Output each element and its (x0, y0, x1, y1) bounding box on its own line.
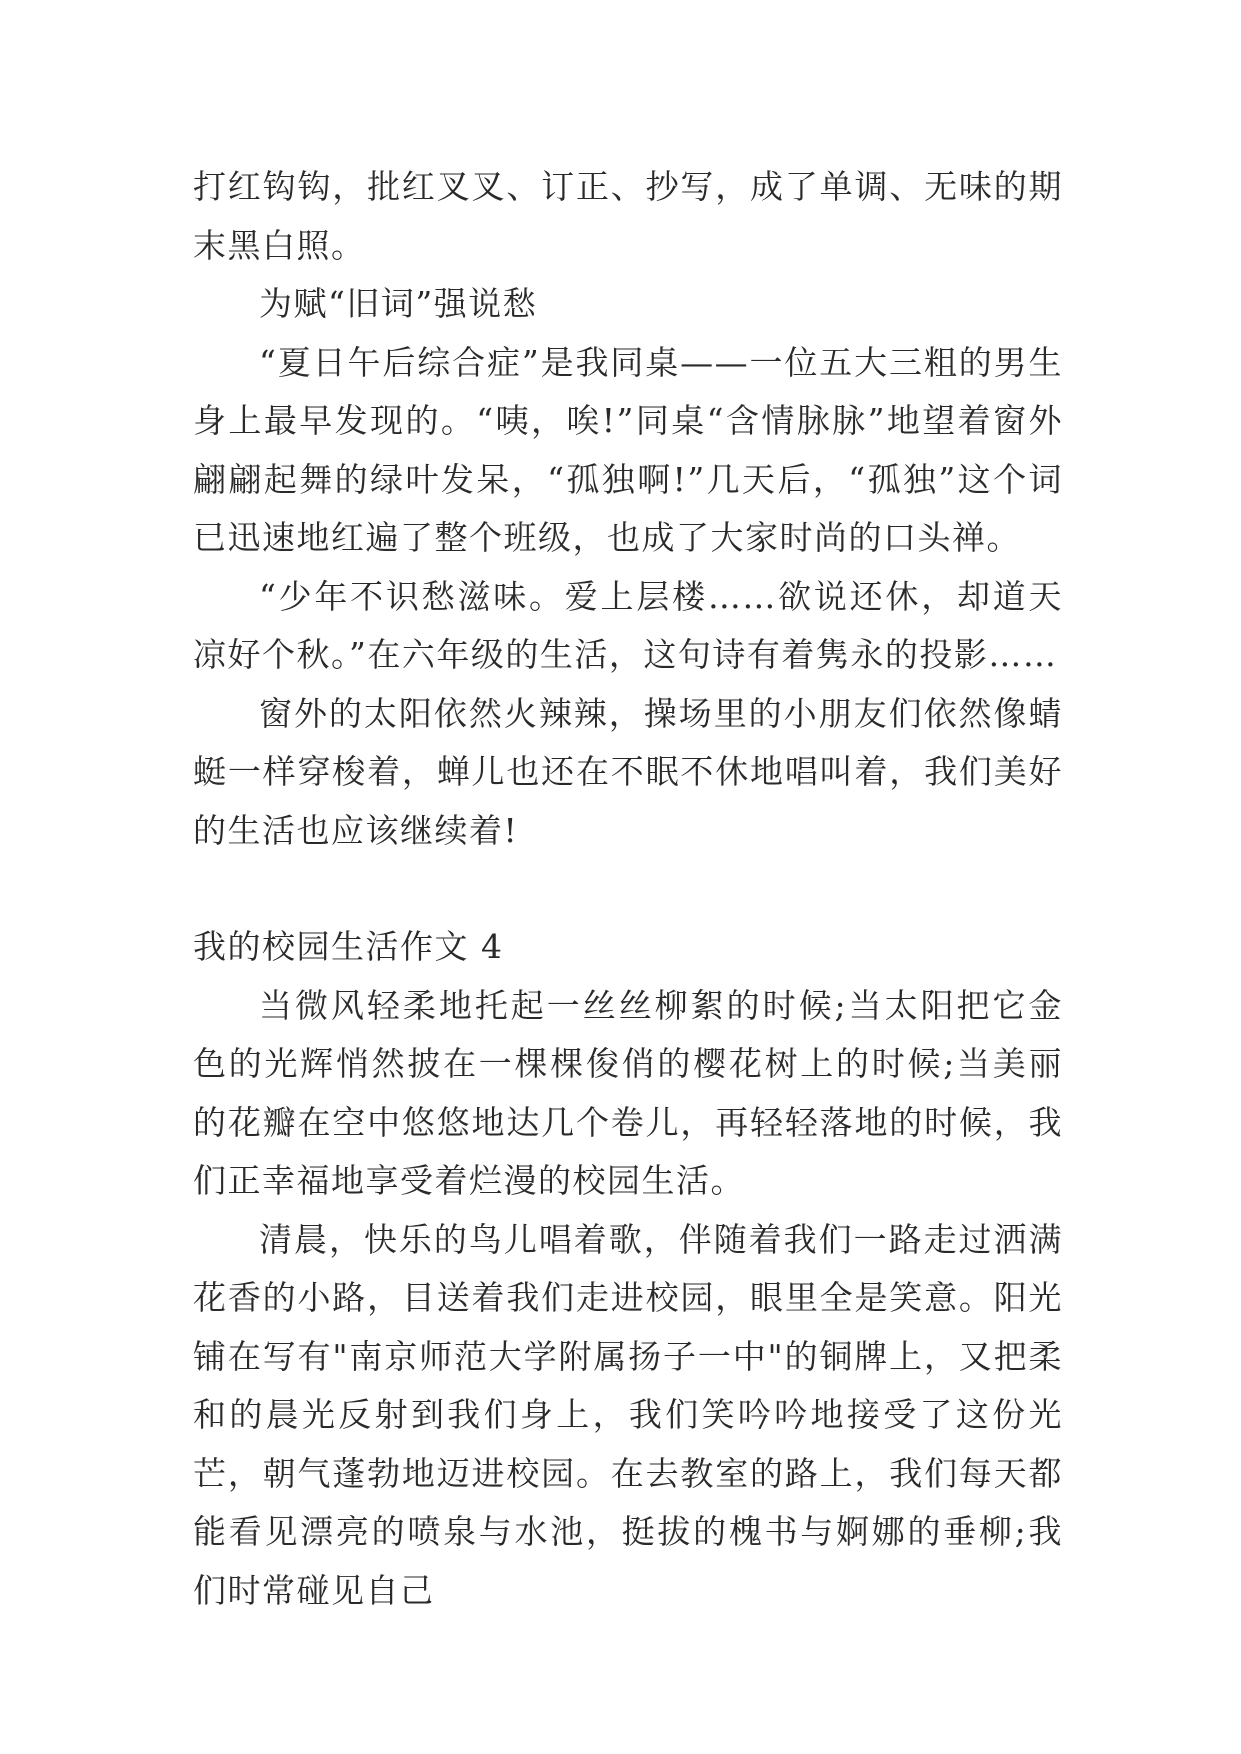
paragraph: 窗外的太阳依然火辣辣，操场里的小朋友们依然像蜻蜓一样穿梭着，蝉儿也还在不眠不休地唱叫着，我们美好的生活也应该继续着! (193, 693, 1063, 850)
paragraph: 清晨，快乐的鸟儿唱着歌，伴随着我们一路走过洒满花香的小路，目送着我们走进校园，眼里全是笑意。阳光铺在写有"南京师范大学附属扬子一中"的铜牌上，又把柔和的晨光反射到我们身上，我们笑吟吟地接受了这份光芒，朝气蓬勃地迈进校园。在去教室的路上，我们每天都能看见漂亮的喷泉与水池，挺拔的槐书与婀娜的垂柳;我们时常碰见自己 (193, 1219, 1063, 1610)
section-subtitle: 为赋“旧词”强说愁 (259, 284, 538, 323)
paragraph: “夏日午后综合症”是我同桌——一位五大三粗的男生身上最早发现的。“咦，唉!”同桌“含情脉脉”地望着窗外翩翩起舞的绿叶发呆，“孤独啊!”几天后，“孤独”这个词已迅速地红遍了整个班级，也成了大家时尚的口头禅。 (193, 342, 1063, 557)
document-body (193, 158, 1063, 1620)
paragraph: “少年不识愁滋味。爱上层楼……欲说还休，却道天凉好个秋。”在六年级的生活，这句诗有着隽永的投影…… (193, 576, 1063, 674)
essay-heading: 我的校园生活作文 4 (193, 927, 504, 966)
paragraph: 打红钩钩，批红叉叉、订正、抄写，成了单调、无味的期末黑白照。 (193, 167, 1063, 265)
paragraph: 当微风轻柔地托起一丝丝柳絮的时候;当太阳把它金色的光辉悄然披在一棵棵俊俏的樱花树上的时候;当美丽的花瓣在空中悠悠地达几个卷儿，再轻轻落地的时候，我们正幸福地享受着烂漫的校园生活。 (193, 985, 1063, 1200)
